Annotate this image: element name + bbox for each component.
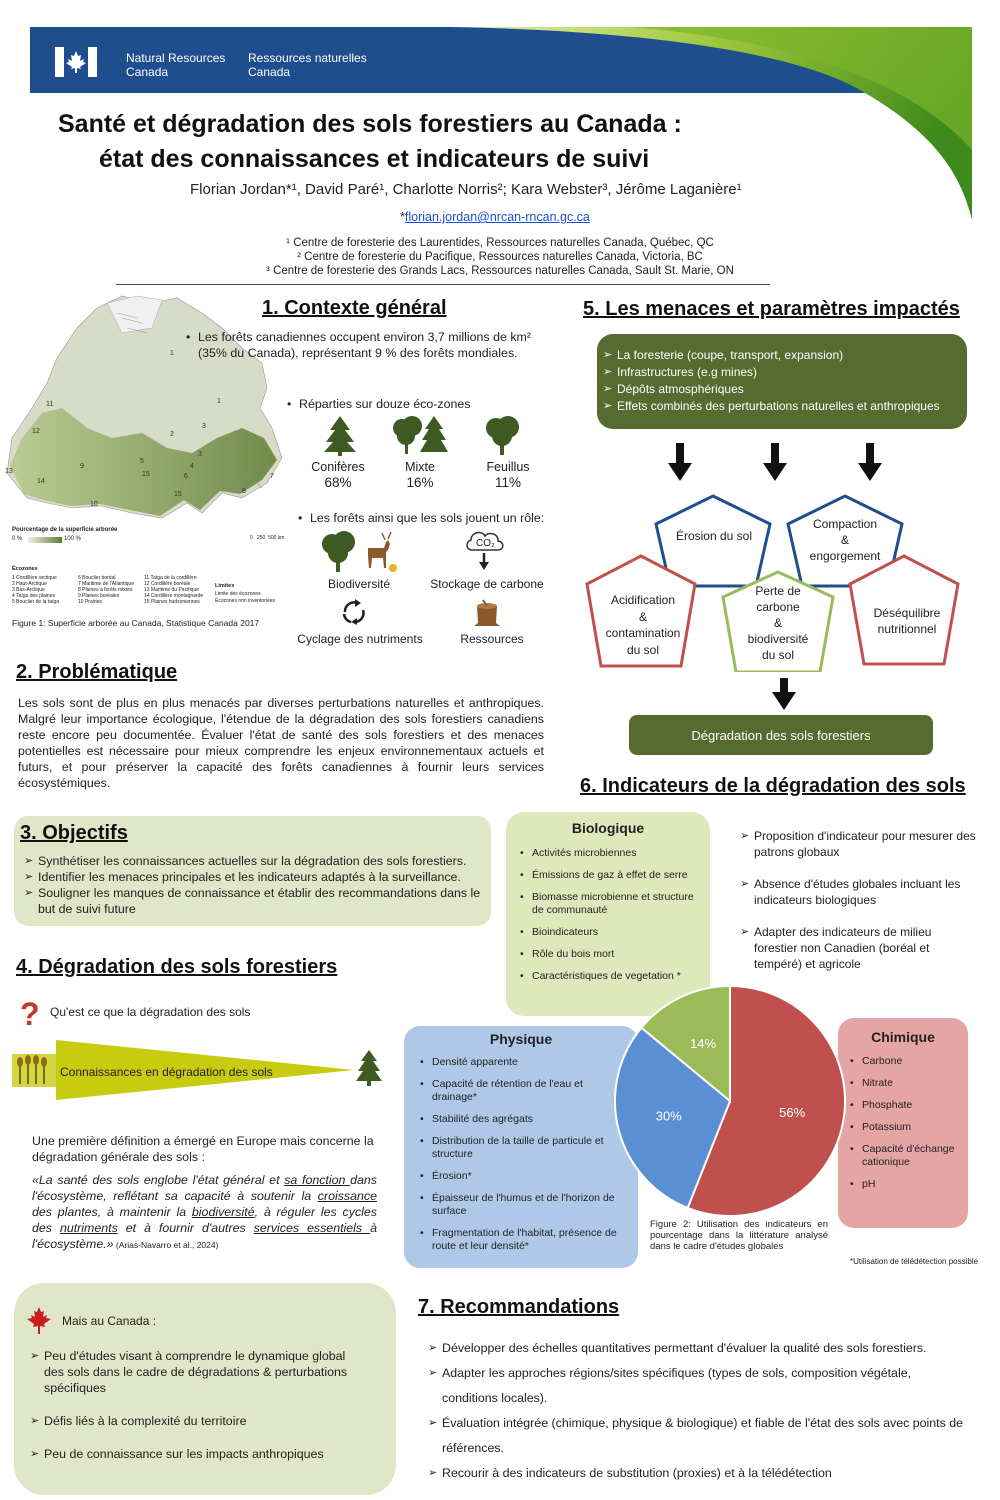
map-legend-max: 100 % <box>64 536 82 542</box>
recommendation-item: ➢ Développer des échelles quantitatives permettant d'évaluer la qualité des sols forestiers. <box>428 1336 968 1361</box>
map-number: 6 <box>184 473 188 480</box>
remote-sensing-footnote: *Utilisation de télédétection possible <box>850 1257 979 1266</box>
threat-item: ➢ Dépôts atmosphériques <box>603 381 963 398</box>
indicator-pie-chart <box>610 981 850 1221</box>
forest-type-conifers: Conifères 68% <box>311 460 365 490</box>
context-bullet-2: • Réparties sur douze éco-zones <box>287 396 527 412</box>
map-number: 11 <box>46 401 54 408</box>
pie-label-physique: 30% <box>655 1108 682 1124</box>
map-number: 9 <box>80 463 84 470</box>
map-legend-min: 0 % <box>12 536 23 542</box>
chemical-title: Chimique <box>871 1029 935 1045</box>
co2-cloud-icon <box>462 526 508 574</box>
map-number: 15 <box>142 471 150 478</box>
affiliations: ¹ Centre de foresterie des Laurentides, Ressources naturelles Canada, Québec, QC ² Centre de foresterie du Pacifique, Ressources naturelles Canada, Victoria, BC ³ Centre de foresterie des Grands Lacs, Ressources naturelles Canada, Sault St. Marie, ON <box>266 237 734 277</box>
map-number: 13 <box>5 468 13 475</box>
objectives-list <box>24 853 484 917</box>
conifer-tree-icon <box>354 1048 384 1088</box>
threat-item: ➢ Infrastructures (e.g mines) <box>603 364 963 381</box>
context-bullet-3: • Les forêts ainsi que les sols jouent un rôle: <box>298 510 558 526</box>
conifer-tree-icon <box>320 414 360 456</box>
title-line-2: état des connaissances et indicateurs de suivi <box>99 145 650 173</box>
objective-item: ➢ Synthétiser les connaissances actuelles sur la dégradation des sols forestiers. <box>24 853 484 869</box>
physical-title: Physique <box>489 1031 553 1047</box>
recommendation-item: ➢ Évaluation intégrée (chimique, physique & biologique) et fiable de l'état des sols avec points de références. <box>428 1411 968 1461</box>
canada-forest-map <box>2 288 287 533</box>
map-number: 5 <box>140 458 144 465</box>
org-en: Natural Resources Canada <box>126 51 226 79</box>
email-line: *florian.jordan@nrcan-rncan.gc.ca <box>400 210 590 224</box>
objective-item: ➢ Identifier les menaces principales et les indicateurs adaptés à la surveillance. <box>24 869 484 885</box>
map-number: 3 <box>198 451 202 458</box>
definition-intro: Une première définition a émergé en Europe mais concerne la dégradation générale des sols : <box>32 1134 374 1164</box>
indicator-notes: ➢ Proposition d'indicateur pour mesurer des patrons globaux ➢ Absence d'études globales incluant les indicateurs biologiques ➢ Adapter des indicateurs de milieu forestier non Canadien (boréal et tempéré) et agricole <box>740 828 978 972</box>
map-number: 3 <box>202 423 206 430</box>
section-3-title: 3. Objectifs <box>20 822 128 844</box>
question-mark-icon: ? <box>20 996 40 1032</box>
map-number: 2 <box>170 431 174 438</box>
biodiversity-icon <box>318 530 400 575</box>
map-scale: 0 250 500 km <box>250 535 285 541</box>
canada-item: ➢ Peu d'études visant à comprendre le dynamique global des sols dans le cadre de dégradations & perturbations spécifiques <box>30 1348 365 1396</box>
figure-1-caption: Figure 1: Superficie arborée au Canada, Statistique Canada 2017 <box>12 618 260 628</box>
biological-list: • Activités microbiennes • Émissions de gaz à effet de serre • Biomasse microbienne et structure de communauté • Bioindicateurs • Rôle du bois mort • Caractéristiques de vegetation * <box>518 847 708 992</box>
objective-item: ➢ Souligner les manques de connaissance et établir des recommandations dans le but de suivi future <box>24 885 484 917</box>
map-number: 1 <box>217 398 221 405</box>
map-number: 1 <box>170 350 174 357</box>
wedge-label: Connaissances en dégradation des sols <box>60 1065 273 1079</box>
section-7-title: 7. Recommandations <box>418 1296 620 1318</box>
ecozones-title: Écozones <box>12 566 38 572</box>
recommendation-item: ➢ Recourir à des indicateurs de substitution (proxies) et à la télédétection <box>428 1461 968 1486</box>
wheat-icon <box>12 1052 56 1088</box>
result-box: Dégradation des sols forestiers <box>629 715 933 755</box>
map-number: 7 <box>270 473 274 480</box>
map-number: 14 <box>37 478 45 485</box>
map-number: 8 <box>242 488 246 495</box>
section-2-title: 2. Problématique <box>16 661 178 683</box>
section-4-title: 4. Dégradation des sols forestiers <box>16 956 338 978</box>
impact-acidification: Acidification & contamination du sol <box>605 593 681 657</box>
impact-compaction: Compaction & engorgement <box>809 517 881 563</box>
maple-leaf-icon <box>22 1306 56 1336</box>
impact-nutrient-imbalance: Déséquilibre nutritionnel <box>873 606 941 636</box>
pie-label-chimique: 56% <box>779 1104 806 1120</box>
title-divider <box>116 284 770 285</box>
threats-list <box>603 347 963 415</box>
canada-flag-icon <box>55 47 97 77</box>
nutrient-cycle-icon <box>337 596 371 628</box>
org-fr: Ressources naturelles Canada <box>248 51 367 79</box>
map-number: 4 <box>190 463 194 470</box>
wood-stump-icon <box>472 598 502 628</box>
section-5-title: 5. Les menaces et paramètres impactés <box>583 298 960 320</box>
map-number: 10 <box>90 501 98 508</box>
email-link[interactable]: florian.jordan@nrcan-rncan.gc.ca <box>404 210 590 224</box>
canada-list <box>30 1348 365 1462</box>
threat-item: ➢ Effets combinés des perturbations naturelles et anthropiques <box>603 398 963 415</box>
figure-2-caption: Figure 2: Utilisation des indicateurs en pourcentage dans la littérature analysé dans le cadre d'études globales <box>650 1219 828 1252</box>
map-legend-gradient <box>28 537 62 543</box>
title-line-1: Santé et dégradation des sols forestiers au Canada : <box>58 110 682 138</box>
impact-carbon-biodiversity-loss: Perte de carbone & biodiversité du sol <box>747 584 809 662</box>
deciduous-tree-icon <box>482 414 522 456</box>
map-legend-title: Pourcentage de la superficie arborée <box>12 527 118 533</box>
mixed-forest-icon <box>388 414 450 456</box>
canada-item: ➢ Défis liés à la complexité du territoire <box>30 1413 365 1429</box>
context-bullet-1: • Les forêts canadiennes occupent environ 3,7 millions de km² (35% du Canada), représentant 9 % des forêts mondiales. <box>186 329 531 361</box>
definition-quote: «La santé des sols englobe l'état général et sa fonction dans l'écosystème, reflétant sa capacité à soutenir la croissance des plantes, à maintenir la biodiversité, à réguler les cycles des nutriments et à fournir d'autres services essentiels à l'écosystème.» (Arias-Navarro et al., 2024) <box>32 1173 377 1251</box>
section-1-title: 1. Contexte général <box>262 297 447 319</box>
threat-arrows <box>660 443 900 485</box>
recommendation-item: ➢ Adapter les approches régions/sites spécifiques (types de sols, composition végétale, conditions locales). <box>428 1361 968 1411</box>
role-nutrient-cycling: Cyclage des nutriments <box>297 632 423 646</box>
forest-type-mixed: Mixte 16% <box>405 460 435 490</box>
ecozones-list: 1 Cordillère arctique 6 Bouclier boréal 11 Taïga de la cordillère 2 Haut-Arctique 7 Maritime de l'Atlantique 12 Cordillère boréale 3 Bas-Arctique 8 Plaines à forêts mixtes 13 Maritime du Pacifique 4 Taïga des plaines 9 Plaines boréales 14 Cordillère montagnarde 5 Bouclier de la taïga 10 Prairies 15 Plaines hudsoniennes <box>12 575 204 605</box>
chemical-list: • Carbone • Nitrate • Phosphate • Potassium • Capacité d'échange cationique • pH <box>848 1055 964 1200</box>
canada-box-title: Mais au Canada : <box>62 1314 157 1328</box>
biological-title: Biologique <box>571 820 645 836</box>
map-number: 12 <box>32 428 40 435</box>
impact-erosion: Érosion du sol <box>675 529 753 543</box>
limits-title: Limites <box>215 583 235 589</box>
recommendations-list <box>428 1336 968 1486</box>
canada-item: ➢ Peu de connaissance sur les impacts anthropiques <box>30 1446 365 1462</box>
limits-list: Limite des écozones Écozones non inventoriées <box>215 591 276 604</box>
problem-text: Les sols sont de plus en plus menacés par diverses perturbations naturelles et anthropiques. Malgré leur importance écologique, l'étendue de la dégradation des sols forestiers canadiens reste encore peu documentée. Évaluer l'état de santé des sols forestiers et des menaces potentielles est nécessaire pour mieux comprendre les enjeux environnementaux actuels et futurs, et pour préserver la capacité des forêts canadiennes à fournir leurs services écosystémiques. <box>18 696 544 790</box>
pie-label-biologique: 14% <box>690 1035 717 1051</box>
svg-text:CO₂: CO₂ <box>476 538 495 549</box>
forest-type-deciduous: Feuillus 11% <box>486 460 530 490</box>
section-6-title: 6. Indicateurs de la dégradation des sols <box>580 775 966 797</box>
authors: Florian Jordan*¹, David Paré¹, Charlotte Norris²; Kara Webster³, Jérôme Laganière¹ <box>190 181 742 198</box>
threat-item: ➢ La foresterie (coupe, transport, expansion) <box>603 347 963 364</box>
result-arrow <box>767 678 801 712</box>
physical-list: • Densité apparente • Capacité de rétention de l'eau et drainage* • Stabilité des agrégats • Distribution de la taille de particule et structure • Érosion* • Épaisseur de l'humus et de l'horizon de surface • Fragmentation de l'habitat, présence de route et leur densité* <box>418 1056 618 1262</box>
role-carbon-storage: Stockage de carbone <box>430 577 544 591</box>
role-resources: Ressources <box>460 632 524 646</box>
role-biodiversity: Biodiversité <box>327 577 391 591</box>
question-text: Qu'est ce que la dégradation des sols <box>50 1005 251 1019</box>
map-number: 15 <box>174 491 182 498</box>
